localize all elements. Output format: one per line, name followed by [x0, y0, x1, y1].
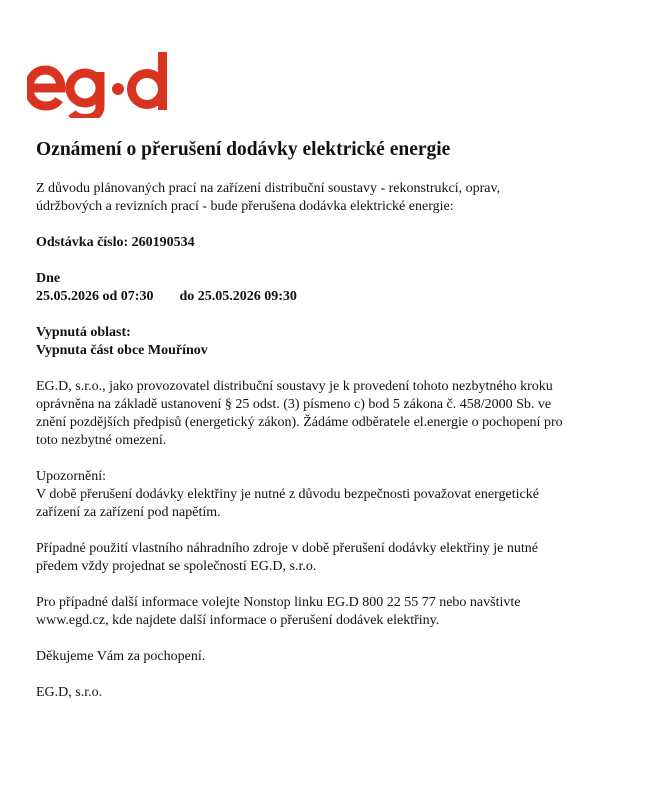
info-line: www.egd.cz, kde najdete další informace o přerušení dodávek elektřiny. [36, 613, 440, 628]
date-range [36, 288, 636, 306]
outage-date-block [36, 270, 636, 306]
signature-text: EG.D, s.r.o. [36, 685, 103, 700]
info-paragraph [36, 594, 636, 630]
warning-line: V době přerušení dodávky elektřiny je nutné z důvodu bezpečnosti považovat energetické [36, 487, 539, 502]
intro-line: Z důvodu plánovaných prací na zařízení distribuční soustavy - rekonstrukcí, oprav, [36, 181, 501, 196]
notice-content [36, 138, 636, 720]
date-label: Dne [36, 271, 61, 286]
generator-paragraph [36, 540, 636, 576]
area-label: Vypnutá oblast: [36, 325, 131, 340]
legal-line: oprávněna na základě ustanovení § 25 odst. (3) písmeno c) bod 5 zákona č. 458/2000 Sb. ve [36, 397, 552, 412]
date-from: 25.05.2026 od 07:30 [36, 289, 154, 304]
warning-line: zařízení za zařízení pod napětím. [36, 505, 221, 520]
warning-label: Upozornění: [36, 469, 106, 484]
outage-area-block [36, 324, 636, 360]
thanks-text: Děkujeme Vám za pochopení. [36, 649, 206, 664]
generator-line: Případné použití vlastního náhradního zdroje v době přerušení dodávky elektřiny je nutné [36, 541, 538, 556]
egd-logo [27, 44, 167, 118]
legal-line: toto nezbytné omezení. [36, 433, 167, 448]
generator-line: předem vždy projednat se společností EG.D, s.r.o. [36, 559, 317, 574]
warning-paragraph [36, 468, 636, 522]
date-to: do 25.05.2026 09:30 [179, 289, 297, 304]
outage-number: Odstávka číslo: 260190534 [36, 235, 195, 250]
info-line: Pro případné další informace volejte Nonstop linku EG.D 800 22 55 77 nebo navštivte [36, 595, 521, 610]
legal-paragraph [36, 378, 636, 450]
notice-title: Oznámení o přerušení dodávky elektrické energie [36, 139, 451, 160]
legal-line: EG.D, s.r.o., jako provozovatel distribuční soustavy je k provedení tohoto nezbytného kroku [36, 379, 553, 394]
intro-paragraph [36, 180, 636, 216]
legal-line: znění pozdějších předpisů (energetický zákon). Žádáme odběratele el.energie o pochopení pro [36, 415, 563, 430]
area-value: Vypnuta část obce Mouřínov [36, 343, 208, 358]
intro-line: údržbových a revizních prací - bude přerušena dodávka elektrické energie: [36, 199, 454, 214]
